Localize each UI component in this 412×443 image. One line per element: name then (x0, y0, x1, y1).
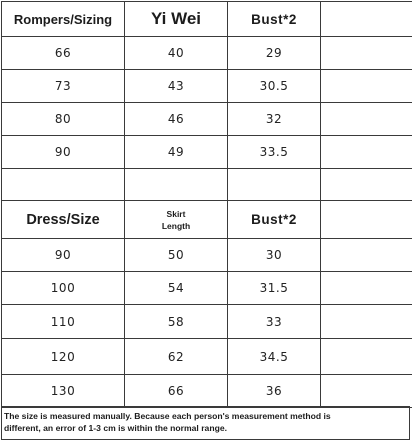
skirt-length-cell: 54 (125, 272, 228, 305)
empty-cell (321, 103, 412, 136)
bust-cell: 36 (228, 375, 321, 408)
skirt-length-cell: 58 (125, 305, 228, 339)
dress-size-cell: 90 (2, 239, 125, 272)
table-row (2, 272, 412, 305)
note-line-2: different, an error of 1-3 cm is within the normal range. (4, 423, 228, 433)
empty-cell (321, 70, 412, 103)
empty-cell (321, 272, 412, 305)
skirt-length-label-line2: Length (161, 220, 191, 231)
bust-cell: 30.5 (228, 70, 321, 103)
yi-wei-cell: 40 (125, 37, 228, 70)
empty-cell (321, 2, 412, 37)
empty-cell (321, 201, 412, 239)
empty-cell (2, 169, 125, 201)
rompers-size-cell: 90 (2, 136, 125, 169)
empty-cell (321, 339, 412, 375)
rompers-size-cell: 66 (2, 37, 125, 70)
dress-header-row (2, 201, 412, 239)
dress-size-cell: 130 (2, 375, 125, 408)
table-row (2, 70, 412, 103)
yi-wei-cell: 49 (125, 136, 228, 169)
bust-cell: 29 (228, 37, 321, 70)
table-row (2, 239, 412, 272)
empty-cell (321, 375, 412, 408)
table-row (2, 375, 412, 408)
dress-size-cell: 100 (2, 272, 125, 305)
skirt-length-cell: 62 (125, 339, 228, 375)
skirt-length-cell: 66 (125, 375, 228, 408)
empty-cell (321, 169, 412, 201)
empty-cell (321, 136, 412, 169)
bust-cell: 32 (228, 103, 321, 136)
table-row (2, 305, 412, 339)
size-chart-table (1, 1, 412, 408)
rompers-sizing-header: Rompers/Sizing (2, 2, 125, 37)
bust-cell: 30 (228, 239, 321, 272)
skirt-length-cell: 50 (125, 239, 228, 272)
yi-wei-cell: 46 (125, 103, 228, 136)
empty-cell (321, 37, 412, 70)
rompers-size-cell: 80 (2, 103, 125, 136)
empty-cell (321, 239, 412, 272)
table-row (2, 136, 412, 169)
empty-cell (321, 305, 412, 339)
bust-cell: 33 (228, 305, 321, 339)
dress-size-cell: 120 (2, 339, 125, 375)
yi-wei-header: Yi Wei (125, 2, 228, 37)
table-row (2, 339, 412, 375)
skirt-length-label-line1: Skirt (166, 208, 186, 219)
bust-cell: 31.5 (228, 272, 321, 305)
table-row (2, 37, 412, 70)
rompers-size-cell: 73 (2, 70, 125, 103)
rompers-header-row (2, 2, 412, 37)
measurement-note (1, 406, 410, 440)
dress-bust-header: Bust*2 (228, 201, 321, 239)
empty-cell (228, 169, 321, 201)
bust-cell: 33.5 (228, 136, 321, 169)
bust-cell: 34.5 (228, 339, 321, 375)
dress-size-cell: 110 (2, 305, 125, 339)
note-line-1: The size is measured manually. Because each person's measurement method is (4, 411, 331, 421)
skirt-length-header (125, 201, 228, 239)
empty-cell (125, 169, 228, 201)
spacer-row (2, 169, 412, 201)
table-row (2, 103, 412, 136)
yi-wei-cell: 43 (125, 70, 228, 103)
dress-size-header: Dress/Size (2, 201, 125, 239)
rompers-bust-header: Bust*2 (228, 2, 321, 37)
